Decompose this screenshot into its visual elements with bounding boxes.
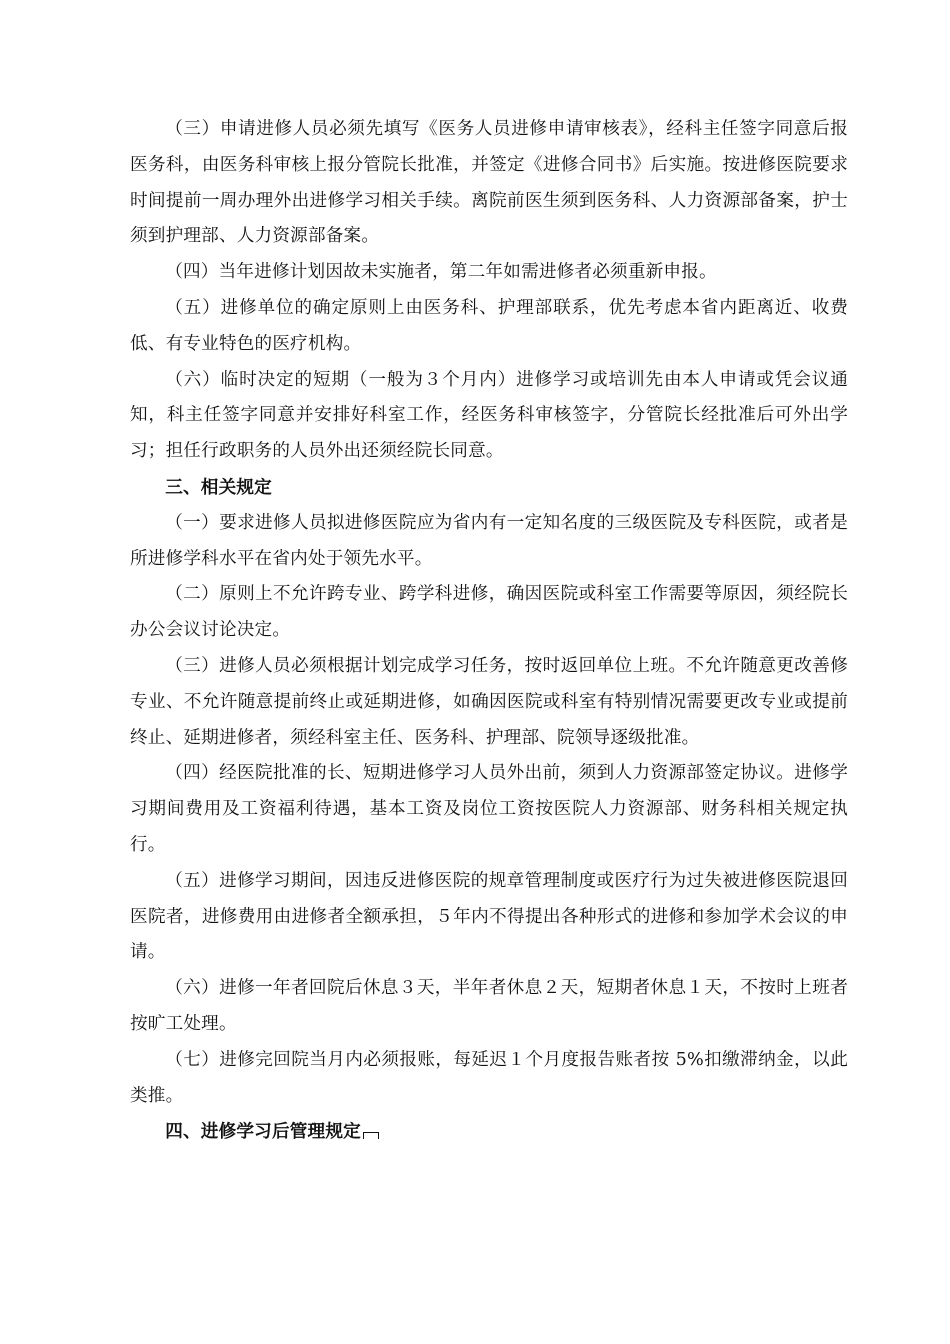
regulation-item-3: （三）进修人员必须根据计划完成学习任务，按时返回单位上班。不允许随意更改善修专业、不允许随意提前终止或延期进修，如确因医院或科室有特别情况需要更改专业或提前终止、延期进修者，须经科室主任、医务科、护理部、院领导逐级批准。: [130, 655, 848, 748]
document-body: [130, 112, 848, 1150]
section-heading-regulations: 三、相关规定: [165, 476, 272, 498]
regulation-item-5: （五）进修学习期间，因违反进修医院的规章管理制度或医疗行为过失被进修医院退回医院者，进修费用由进修者全额承担，５年内不得提出各种形式的进修和参加学术会议的申请。: [130, 870, 848, 963]
regulation-item-1: （一）要求进修人员拟进修医院应为省内有一定知名度的三级医院及专科医院，或者是所进修学科水平在省内处于领先水平。: [130, 512, 848, 569]
regulation-item-4: （四）经医院批准的长、短期进修学习人员外出前，须到人力资源部签定协议。进修学习期间费用及工资福利待遇，基本工资及岗位工资按医院人力资源部、财务科相关规定执行。: [130, 763, 848, 855]
regulation-item-2: （二）原则上不允许跨专业、跨学科进修，确因医院或科室工作需要等原因，须经院长办公会议讨论决定。: [130, 584, 848, 641]
regulation-item-7: （七）进修完回院当月内必须报账，每延迟１个月度报告账者按 5%扣缴滞纳金，以此类推。: [130, 1049, 848, 1106]
section-heading-post-study: [130, 1114, 848, 1150]
paragraph-4-plan: （四）当年进修计划因故未实施者，第二年如需进修者必须重新申报。: [165, 262, 717, 283]
regulation-item-6: （六）进修一年者回院后休息３天，半年者休息２天，短期者休息１天，不按时上班者按旷工处理。: [130, 978, 848, 1034]
bracket-mark-icon: [363, 1132, 379, 1139]
paragraph-5-unit: （五）进修单位的确定原则上由医务科、护理部联系，优先考虑本省内距离近、收费低、有专业特色的医疗机构。: [130, 297, 848, 354]
paragraph-3-apply: （三）申请进修人员必须先填写《医务人员进修申请审核表》，经科主任签字同意后报医务科，由医务科审核上报分管院长批准，并签定《进修合同书》后实施。按进修医院要求时间提前一周办理外出进修学习相关手续。离院前医生须到医务科、人力资源部备案，护士须到护理部、人力资源部备案。: [130, 119, 848, 247]
paragraph-6-short-term: （六）临时决定的短期（一般为３个月内）进修学习或培训先由本人申请或凭会议通知，科主任签字同意并安排好科室工作，经医务科审核签字，分管院长经批准后可外出学习；担任行政职务的人员外出还须经院长同意。: [130, 369, 848, 462]
section-heading-post-study-text: 四、进修学习后管理规定: [165, 1121, 361, 1143]
